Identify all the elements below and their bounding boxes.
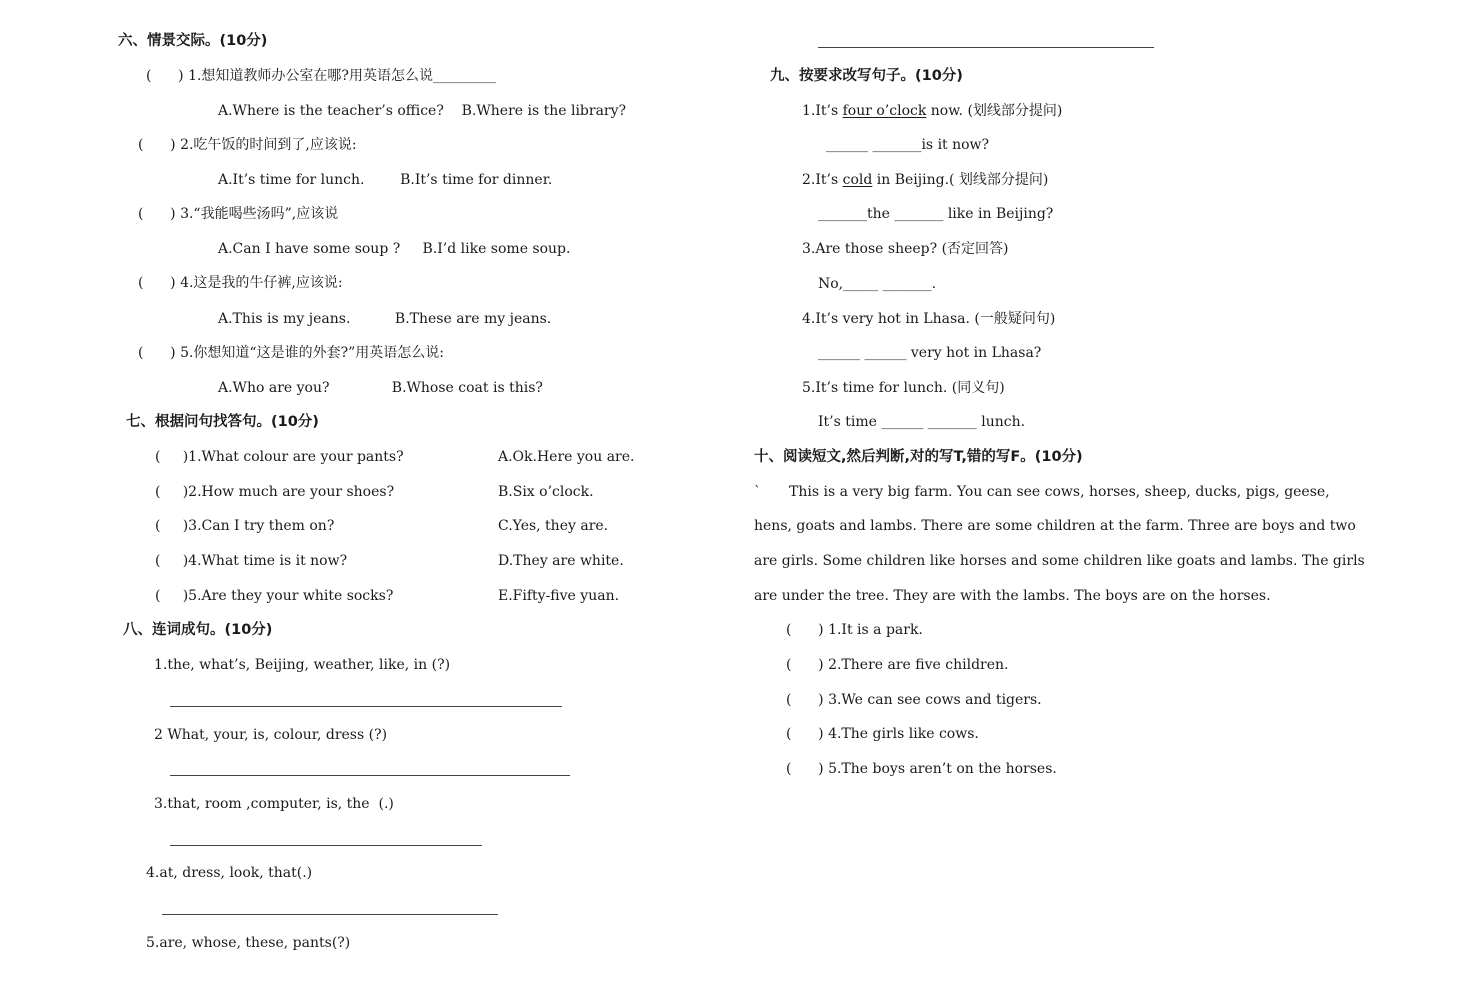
sec9-question-5: 5.It’s time for lunch. (同义句) bbox=[802, 380, 1005, 396]
sec10-item: ( ) 1.It is a park. bbox=[786, 622, 923, 638]
sec6-options-1: A.Where is the teacher’s office? B.Where is the library? bbox=[218, 103, 627, 119]
sec7-question: ( )5.Are they your white socks? bbox=[155, 588, 394, 604]
sec8-answer-line[interactable] bbox=[170, 706, 562, 707]
sec9-answer-4[interactable]: ______ ______ very hot in Lhasa? bbox=[818, 345, 1042, 361]
sec7-answer: C.Yes, they are. bbox=[498, 518, 609, 534]
sec8-item: 3.that, room ,computer, is, the (.) bbox=[154, 796, 394, 812]
sec8-answer-line[interactable] bbox=[170, 845, 482, 846]
sec6-question-5: ( ) 5.你想知道“这是谁的外套?”用英语怎么说: bbox=[138, 345, 444, 361]
sec8-item: 1.the, what’s, Beijing, weather, like, in (?) bbox=[154, 657, 451, 673]
sec9-answer-3[interactable]: No,_____ _______. bbox=[818, 276, 937, 292]
passage-line: This is a very big farm. You can see cows, horses, sheep, ducks, pigs, geese, bbox=[789, 484, 1330, 500]
sec9-answer-1[interactable]: ______ _______is it now? bbox=[826, 137, 990, 153]
section-8-title: 八、连词成句。(10分) bbox=[123, 622, 273, 638]
sec6-question-1: ( ) 1.想知道教师办公室在哪?用英语怎么说_________ bbox=[146, 68, 496, 84]
sec7-question: ( )2.How much are your shoes? bbox=[155, 484, 395, 500]
sec9-question-4: 4.It’s very hot in Lhasa. (一般疑问句) bbox=[802, 311, 1056, 327]
passage-line: are under the tree. They are with the lambs. The boys are on the horses. bbox=[754, 588, 1271, 604]
q1-suffix: now. (划线部分提问) bbox=[926, 103, 1063, 119]
sec6-options-5: A.Who are you? B.Whose coat is this? bbox=[218, 380, 543, 396]
passage-line: are girls. Some children like horses and some children like goats and lambs. The girls bbox=[754, 553, 1365, 569]
sec9-question-2 bbox=[802, 171, 1048, 189]
sec8-item: 4.at, dress, look, that(.) bbox=[146, 865, 313, 881]
sec10-item: ( ) 3.We can see cows and tigers. bbox=[786, 692, 1042, 708]
sec6-question-3: ( ) 3.“我能喝些汤吗”,应该说 bbox=[138, 206, 339, 222]
section-10-title: 十、阅读短文,然后判断,对的写T,错的写F。(10分) bbox=[754, 449, 1083, 465]
sec7-answer: D.They are white. bbox=[498, 553, 624, 569]
section-6-title: 六、情景交际。(10分) bbox=[118, 33, 268, 49]
sec9-answer-2[interactable]: _______the _______ like in Beijing? bbox=[818, 206, 1054, 222]
sec7-answer: A.Ok.Here you are. bbox=[498, 449, 635, 465]
sec10-item: ( ) 5.The boys aren’t on the horses. bbox=[786, 761, 1057, 777]
sec6-options-2: A.It’s time for lunch. B.It’s time for dinner. bbox=[218, 172, 553, 188]
sec9-answer-5[interactable]: It’s time ______ _______ lunch. bbox=[818, 414, 1026, 430]
sec6-options-3: A.Can I have some soup ? B.I’d like some soup. bbox=[218, 241, 571, 257]
section-7-title: 七、根据问句找答句。(10分) bbox=[126, 414, 319, 430]
sec10-item: ( ) 4.The girls like cows. bbox=[786, 726, 979, 742]
sec10-item: ( ) 2.There are five children. bbox=[786, 657, 1009, 673]
sec8-item: 2 What, your, is, colour, dress (?) bbox=[154, 727, 388, 743]
sec8-item: 5.are, whose, these, pants(?) bbox=[146, 935, 351, 951]
sec6-options-4: A.This is my jeans. B.These are my jeans. bbox=[218, 311, 552, 327]
underlined-part: cold bbox=[842, 172, 873, 188]
sec9-question-1 bbox=[802, 102, 1062, 120]
q2-prefix: 2.It’s bbox=[802, 172, 843, 188]
sec6-question-4: ( ) 4.这是我的牛仔裤,应该说: bbox=[138, 275, 343, 291]
answer-line-top-right[interactable] bbox=[818, 47, 1154, 48]
passage-mark: ` bbox=[754, 484, 761, 500]
sec9-question-3: 3.Are those sheep? (否定回答) bbox=[802, 241, 1009, 257]
sec7-question: ( )4.What time is it now? bbox=[155, 553, 348, 569]
sec8-answer-line[interactable] bbox=[162, 914, 498, 915]
sec8-answer-line[interactable] bbox=[170, 775, 570, 776]
sec7-answer: E.Fifty-five yuan. bbox=[498, 588, 620, 604]
sec7-answer: B.Six o’clock. bbox=[498, 484, 594, 500]
sec6-question-2: ( ) 2.吃午饭的时间到了,应该说: bbox=[138, 137, 357, 153]
q2-suffix: in Beijing.( 划线部分提问) bbox=[872, 172, 1049, 188]
underlined-part: four o’clock bbox=[842, 103, 927, 119]
sec7-question: ( )3.Can I try them on? bbox=[155, 518, 335, 534]
passage-line: hens, goats and lambs. There are some children at the farm. Three are boys and two bbox=[754, 518, 1356, 534]
q1-prefix: 1.It’s bbox=[802, 103, 843, 119]
sec7-question: ( )1.What colour are your pants? bbox=[155, 449, 404, 465]
section-9-title: 九、按要求改写句子。(10分) bbox=[770, 68, 963, 84]
